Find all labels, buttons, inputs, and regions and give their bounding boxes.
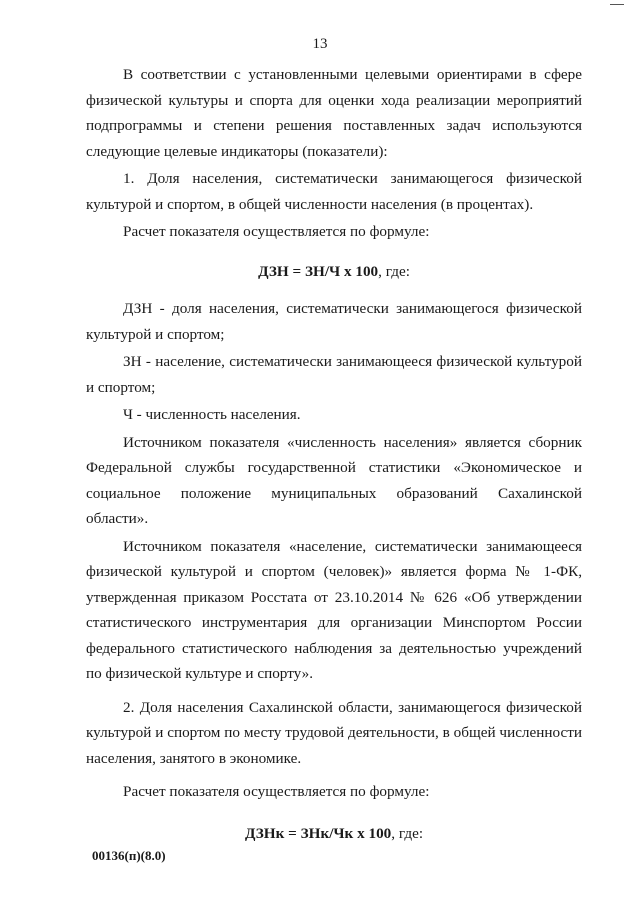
paragraph-indicator-2: 2. Доля населения Сахалинской области, занимающегося физической культурой и спортом по месту трудовой деятельности, в общей численности населения, занятого в экономике. (86, 698, 582, 767)
paragraph-formula-intro-2: Расчет показателя осуществляется по формуле: (123, 783, 430, 800)
formula-2 (86, 821, 582, 847)
corner-scan-mark (610, 4, 624, 5)
paragraph-formula-intro-1: Расчет показателя осуществляется по формуле: (123, 223, 430, 240)
document-body (86, 62, 582, 846)
document-footer-code: 00136(п)(8.0) (92, 848, 166, 863)
definition-ch: Ч - численность населения. (123, 406, 301, 423)
paragraph-intro: В соответствии с установленными целевыми ориентирами в сфере физической культуры и спорта для оценки хода реализации мероприятий подпрограммы и степени решения поставленных задач используются следующие целевые индикаторы (показатели): (86, 66, 582, 160)
paragraph-indicator-1: 1. Доля населения, систематически занимающегося физической культурой и спортом, в общей численности населения (в процентах). (86, 170, 582, 213)
page-number: 13 (312, 36, 328, 52)
paragraph-source-1: Источником показателя «численность населения» является сборник Федеральной службы государственной статистики «Экономическое и социальное положение муниципальных образований Сахалинской области». (86, 433, 582, 527)
formula-2-expression: ДЗНк = ЗНк/Чк х 100 (244, 824, 392, 842)
formula-2-suffix: , где: (391, 824, 424, 842)
paragraph-source-2: Источником показателя «население, систематически занимающееся физической культурой и спортом (человек)» является форма № 1-ФК, утвержденная приказом Росстата от 23.10.2014 № 626 «Об утверждении статистического инструментария для организации Минспортом России федерального статистического наблюдения за деятельностью учреждений по физической культуре и спорту». (86, 537, 582, 682)
formula-1-suffix: , где: (378, 262, 410, 280)
definition-dzn: ДЗН - доля населения, систематически занимающегося физической культурой и спортом; (86, 300, 582, 343)
formula-1 (86, 259, 582, 285)
definition-zn: ЗН - население, систематически занимающееся физической культурой и спортом; (86, 353, 582, 396)
formula-1-expression: ДЗН = ЗН/Ч х 100 (258, 262, 379, 280)
